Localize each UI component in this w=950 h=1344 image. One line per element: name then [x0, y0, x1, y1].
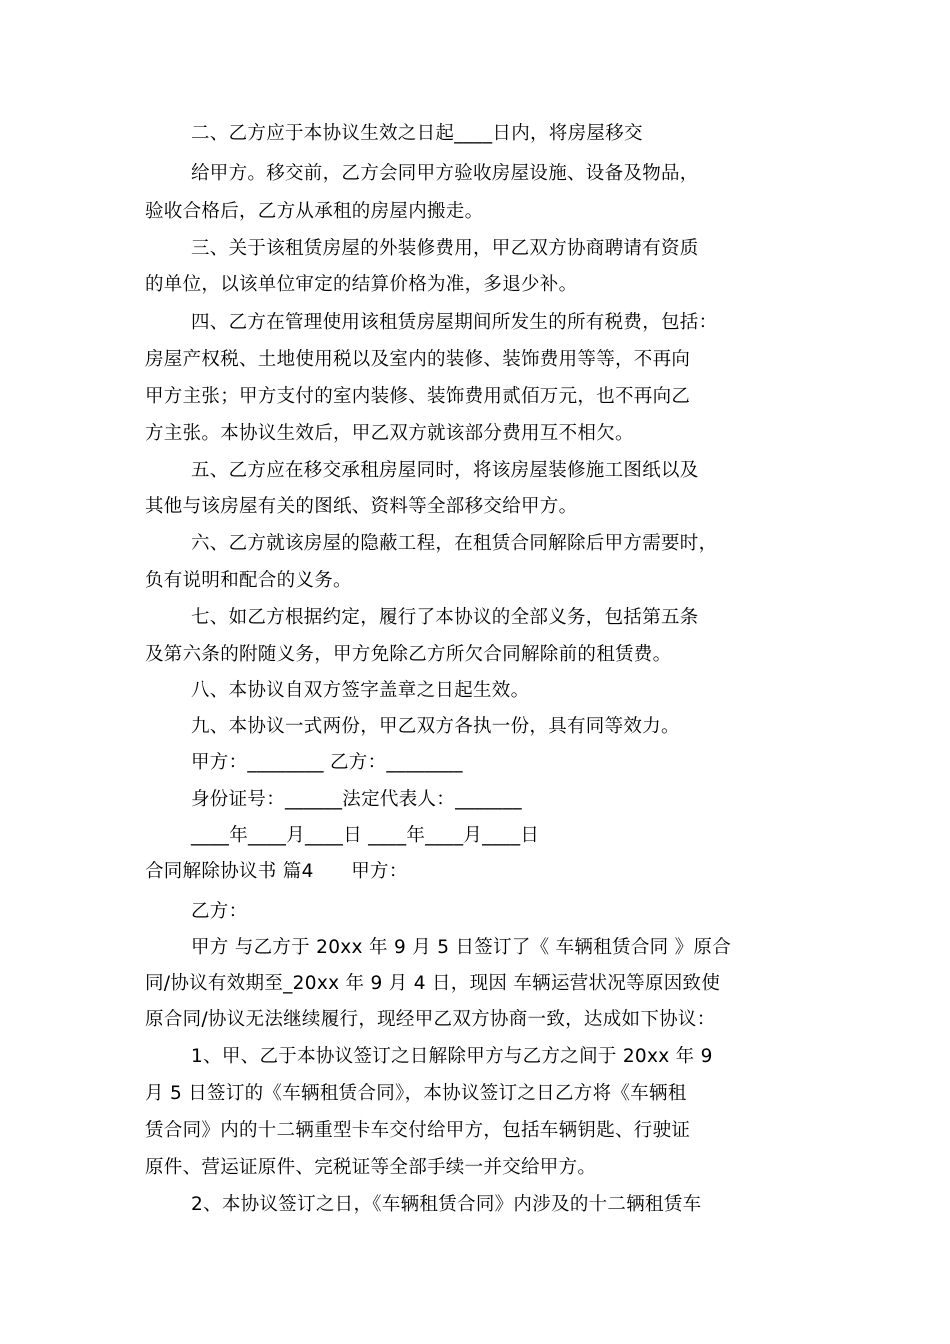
text-line: 验收合格后，乙方从承租的房屋内搬走。	[145, 201, 484, 222]
text-line: 负有说明和配合的义务。	[145, 570, 352, 591]
text-line: 甲方 与乙方于 20xx 年 9 月 5 日签订了《 车辆租赁合同 》原合	[191, 937, 732, 958]
text-line: 2、本协议签订之日，《车辆租赁合同》内涉及的十二辆租赁车	[191, 1194, 702, 1215]
text-line: 同/协议有效期至_20xx 年 9 月 4 日，现因 车辆运营状况等原因致使	[145, 973, 721, 994]
text-line: 原件、营运证原件、完税证等全部手续一并交给甲方。	[145, 1157, 597, 1178]
text-line: 甲方主张；甲方支付的室内装修、装饰费用贰佰万元，也不再向乙	[145, 386, 691, 407]
text-line: 八、本协议自双方签字盖章之日起生效。	[191, 680, 530, 701]
text-line: 的单位，以该单位审定的结算价格为准，多退少补。	[145, 274, 578, 295]
text-line: 二、乙方应于本协议生效之日起____日内，将房屋移交	[191, 123, 643, 144]
text-line: 房屋产权税、土地使用税以及室内的装修、装饰费用等等，不再向	[145, 349, 691, 370]
text-line: 其他与该房屋有关的图纸、资料等全部移交给甲方。	[145, 496, 578, 517]
text-line: 乙方：	[191, 901, 248, 922]
text-line: 及第六条的附随义务，甲方免除乙方所欠合同解除前的租赁费。	[145, 644, 672, 665]
text-line: 方主张。本协议生效后，甲乙双方就该部分费用互不相欠。	[145, 423, 634, 444]
text-line: 六、乙方就该房屋的隐蔽工程，在租赁合同解除后甲方需要时，	[191, 533, 718, 554]
signature-line: 身份证号：______法定代表人：_______	[191, 789, 522, 810]
signature-line: 甲方：________ 乙方：________	[191, 752, 463, 773]
text-line: 九、本协议一式两份，甲乙双方各执一份，具有同等效力。	[191, 716, 680, 737]
text-line: 三、关于该租赁房屋的外装修费用，甲乙双方协商聘请有资质	[191, 238, 699, 259]
text-line: 月 5 日签订的《车辆租赁合同》，本协议签订之日乙方将《车辆租	[145, 1083, 687, 1104]
text-line: 赁合同》内的十二辆重型卡车交付给甲方，包括车辆钥匙、行驶证	[145, 1120, 691, 1141]
date-line: ____年____月____日 ____年____月____日	[191, 825, 540, 846]
text-line: 七、如乙方根据约定，履行了本协议的全部义务，包括第五条	[191, 607, 699, 628]
section-heading: 合同解除协议书 篇4 甲方：	[145, 861, 408, 882]
text-line: 1、甲、乙于本协议签订之日解除甲方与乙方之间于 20xx 年 9	[191, 1046, 713, 1067]
text-line: 四、乙方在管理使用该租赁房屋期间所发生的所有税费，包括：	[191, 312, 718, 333]
text-line: 五、乙方应在移交承租房屋同时，将该房屋装修施工图纸以及	[191, 460, 699, 481]
text-line: 给甲方。移交前，乙方会同甲方验收房屋设施、设备及物品，	[191, 163, 699, 184]
text-line: 原合同/协议无法继续履行，现经甲乙双方协商一致，达成如下协议：	[145, 1009, 716, 1030]
